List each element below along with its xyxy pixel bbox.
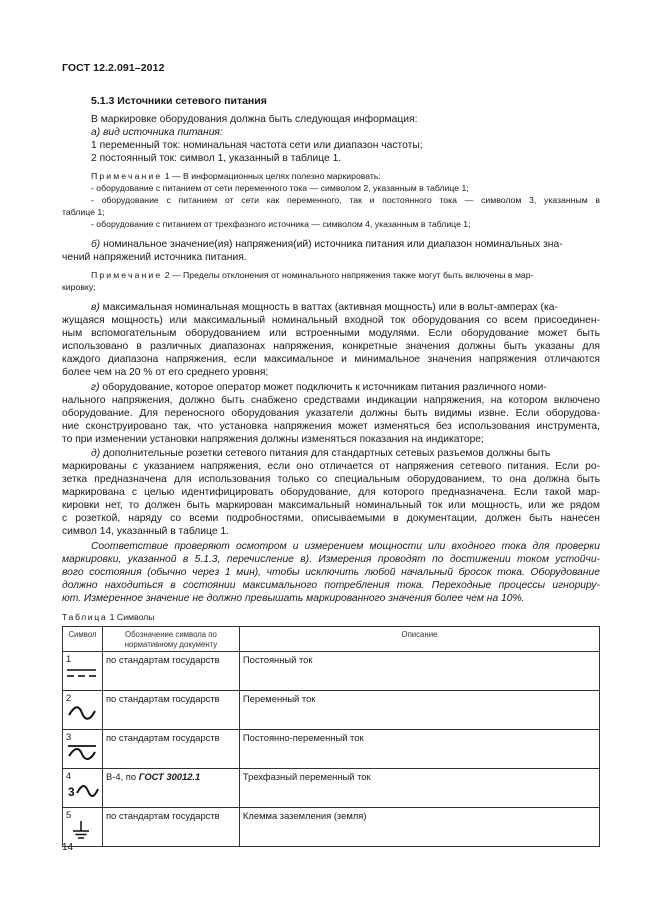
para-v-text: максимальная номинальная мощность в ваттах (активная мощность) или в вольт-амперах (ка- bbox=[99, 302, 558, 313]
reference-cell: по стандартам государств bbox=[102, 691, 239, 730]
table-header-row bbox=[63, 627, 600, 652]
para-d-line: зетка предназначена для использования только со специальным оборудованием, то она должна быть bbox=[62, 474, 600, 485]
reference-cell bbox=[102, 769, 239, 808]
para-d-line: маркирована с целью идентифицировать оборудование, для которого предназначена. Если такой мар- bbox=[62, 487, 600, 498]
para-v-line bbox=[91, 301, 558, 314]
para-g-text: оборудование, которое оператор может подключить к источникам питания различного номи- bbox=[99, 382, 547, 393]
note1-line: - оборудование с питанием от сети переменного тока — символом 2, указанным в таблице 1; bbox=[91, 183, 469, 193]
note1-line: таблице 1; bbox=[62, 207, 105, 217]
intro-line: а) вид источника питания: bbox=[91, 127, 223, 138]
intro-line: 1 переменный ток: номинальная частота сети или диапазон частоты; bbox=[91, 140, 423, 151]
note2-text: 2 — Пределы отклонения от номинального напряжения также могут быть включены в мар- bbox=[162, 270, 534, 280]
note2-first-line bbox=[91, 270, 533, 281]
para-d-line: с розеткой, наряду со всеми подробностями, описываемыми в документации, должен быть нанесен bbox=[62, 513, 600, 524]
symbol-number: 2 bbox=[66, 692, 72, 703]
table-caption-text: 1 Символы bbox=[107, 612, 155, 622]
symbol-cell bbox=[63, 730, 103, 769]
description-cell: Трехфазный переменный ток bbox=[239, 769, 599, 808]
table-row bbox=[63, 808, 600, 847]
note2-line: кировку; bbox=[62, 282, 96, 292]
section-title: 5.1.3 Источники сетевого питания bbox=[91, 95, 267, 107]
symbol-cell bbox=[63, 652, 103, 691]
para-d-line bbox=[91, 447, 550, 460]
page-number: 14 bbox=[62, 842, 74, 853]
symbol-cell bbox=[63, 769, 103, 808]
para-d-marker: д) bbox=[91, 448, 101, 459]
document-header: ГОСТ 12.2.091–2012 bbox=[62, 62, 165, 74]
para-b-text: номинальное значение(ия) напряжения(ий) источника питания или диапазон номинальных зна- bbox=[100, 239, 563, 250]
para-g-line: оборудование. Для переносного оборудования указатели должны быть видимы извне. Если оборудова- bbox=[62, 408, 600, 419]
symbol-cell bbox=[63, 691, 103, 730]
dc-symbol-icon bbox=[63, 664, 102, 684]
symbol-number: 3 bbox=[66, 731, 72, 742]
symbols-table bbox=[62, 626, 600, 847]
note1-label: Примечание bbox=[91, 171, 163, 181]
note1-line: - оборудование с питанием от трехфазного источника — символом 4, указанным в таблице 1; bbox=[91, 219, 471, 229]
table-row bbox=[63, 730, 600, 769]
description-cell: Постоянно-переменный ток bbox=[239, 730, 599, 769]
symbol-cell bbox=[63, 808, 103, 847]
ac-symbol-icon bbox=[63, 703, 102, 723]
para-g-marker: г) bbox=[91, 382, 100, 393]
para-v-line: более чем на 20 % от его среднего уровня; bbox=[62, 367, 269, 378]
para-d-text: дополнительные розетки сетевого питания для стандартных сетевых разъемов должны быть bbox=[100, 448, 551, 459]
reference-doc: ГОСТ 30012.1 bbox=[138, 771, 201, 782]
note1-line: - оборудование с питанием от сети как переменного, так и постоянного тока — символом 3, указанным в bbox=[91, 195, 600, 205]
intro-line: 2 постоянный ток: символ 1, указанный в таблице 1. bbox=[91, 153, 342, 164]
reference-cell: по стандартам государств bbox=[102, 652, 239, 691]
ac-dc-symbol-icon bbox=[63, 742, 102, 762]
para-v-line: использовано в различных диапазонах напряжения, конкретные значения должны быть указаны для bbox=[62, 341, 600, 352]
para-v-line: жущаяся мощность) или максимальный номинальный входной ток оборудования со всем присоединен- bbox=[62, 315, 600, 326]
svg-text:3: 3 bbox=[68, 785, 75, 799]
symbol-number: 1 bbox=[66, 653, 72, 664]
conformity-line: Соответствие проверяют осмотром и измерением мощности или входного тока для проверки bbox=[91, 541, 600, 552]
intro-line: В маркировке оборудования должна быть следующая информация: bbox=[91, 114, 418, 125]
conformity-line: должно находиться в состоянии максимального потребления тока. Переходные процессы игнориру- bbox=[62, 580, 600, 591]
conformity-line: ют. Измеренное значение не должно превышать маркированного значения более чем на 10%. bbox=[62, 593, 525, 604]
reference-text: В-4, по bbox=[105, 771, 139, 782]
para-b-line bbox=[91, 238, 600, 251]
table-row bbox=[63, 691, 600, 730]
symbol-number: 5 bbox=[66, 809, 72, 820]
conformity-line: вого состояния (обычно через 1 мин), чтобы исключить любой начальный бросок тока. Оборудование bbox=[62, 567, 600, 578]
ground-symbol-icon bbox=[63, 820, 102, 840]
para-v-line: каждого диапазона напряжения, если максимальное и минимальное значения напряжения отличаются bbox=[62, 354, 600, 365]
para-d-line: кировки нет, то должен быть маркирован максимальный номинальный ток или мощность, или же рядом bbox=[62, 500, 600, 511]
para-b-marker: б) bbox=[91, 239, 101, 250]
reference-cell: по стандартам государств bbox=[102, 730, 239, 769]
header-reference: Обозначение символа по нормативному документу bbox=[102, 627, 239, 652]
table-caption-label: Таблица bbox=[62, 612, 108, 622]
header-description: Описание bbox=[239, 627, 599, 652]
para-b-line: чений напряжений источника питания. bbox=[62, 252, 247, 263]
para-d-line: маркированы с указанием напряжения, если оно отличается от напряжения сетевого питания. Если ро- bbox=[62, 461, 600, 472]
para-d-line: символ 14, указанный в таблице 1. bbox=[62, 526, 230, 537]
para-g-line: нального напряжения, должно быть снабжено средствами индикации напряжения, на котором включено bbox=[62, 395, 600, 406]
table-row bbox=[63, 769, 600, 808]
note2-label: Примечание bbox=[91, 270, 163, 280]
note1-first-line bbox=[91, 171, 381, 182]
description-cell: Постоянный ток bbox=[239, 652, 599, 691]
three-phase-symbol-icon bbox=[63, 781, 102, 801]
para-v-marker: в) bbox=[91, 302, 100, 313]
description-cell: Клемма заземления (земля) bbox=[239, 808, 599, 847]
reference-cell: по стандартам государств bbox=[102, 808, 239, 847]
symbol-number: 4 bbox=[66, 770, 72, 781]
note1-text: 1 — В информационных целях полезно маркировать: bbox=[162, 171, 381, 181]
header-symbol: Символ bbox=[63, 627, 103, 652]
table-caption bbox=[62, 612, 155, 623]
table-row bbox=[63, 652, 600, 691]
para-g-line: то при изменении установки напряжения должны изменяться показания на индикаторе; bbox=[62, 434, 484, 445]
para-v-line: ным вспомогательным оборудованием или встроенными модулями. Если оборудование может быть bbox=[62, 328, 600, 339]
para-g-line: ние сконструировано так, что установка напряжения может изменяться без использования инструмента, bbox=[62, 421, 600, 432]
description-cell: Переменный ток bbox=[239, 691, 599, 730]
conformity-line: маркировки, указанной в 5.1.3, перечисление в). Измерения проводят по достижении током устойчи- bbox=[62, 554, 600, 565]
para-g-line bbox=[91, 381, 547, 394]
